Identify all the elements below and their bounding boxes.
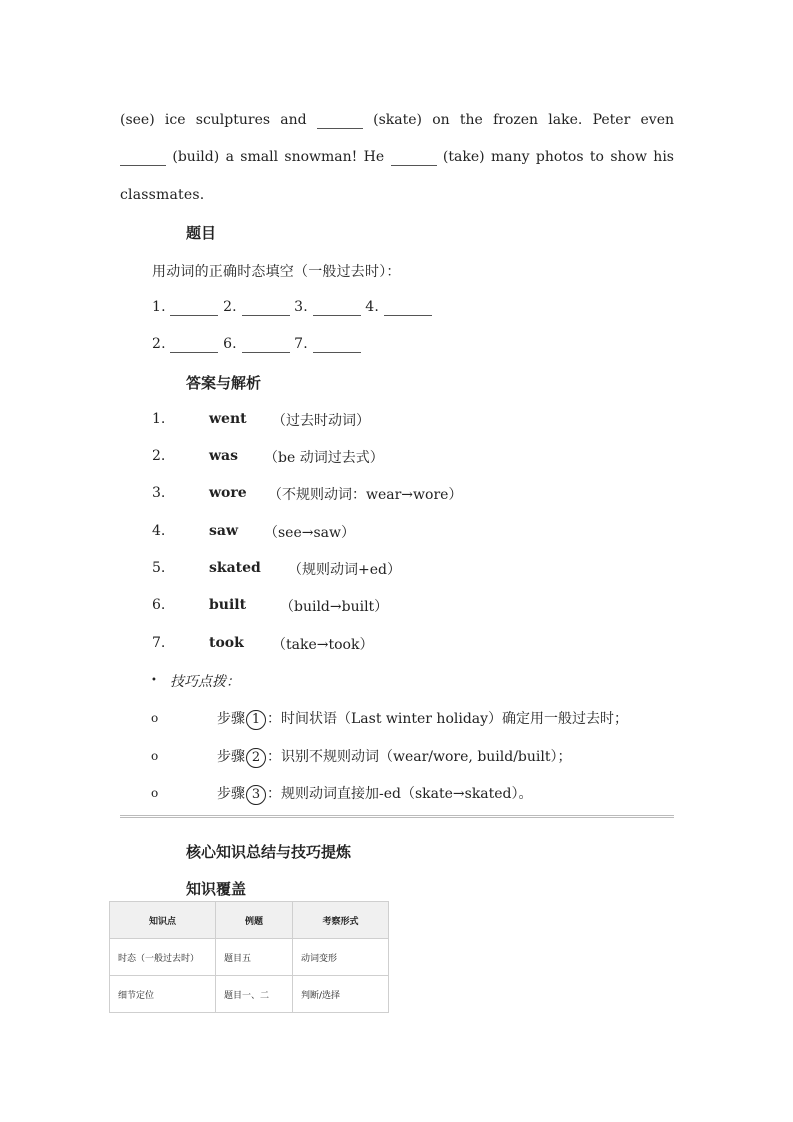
answer-number: 7. — [152, 635, 166, 651]
answer-note: （规则动词+ed） — [288, 562, 401, 578]
circle-marker-icon: o — [151, 749, 159, 763]
table-header-cell: 考察形式 — [293, 902, 389, 939]
answers-heading: 答案与解析 — [186, 374, 262, 392]
passage-line-3: classmates. — [120, 187, 205, 203]
passage-line-1 — [120, 112, 674, 129]
passage-text: (see) ice sculptures and — [120, 112, 307, 128]
table-row — [110, 939, 389, 976]
step-number-badge: 2 — [246, 748, 266, 768]
step-text: ：规则动词直接加-ed（skate→skated）。 — [267, 786, 533, 802]
knowledge-table — [109, 901, 389, 1013]
question-heading: 题目 — [186, 224, 217, 242]
table-cell: 题目五 — [216, 939, 293, 976]
answer-blank — [242, 299, 290, 316]
answer-word: went — [209, 411, 247, 427]
table-header-row — [110, 902, 389, 939]
answer-number: 2. — [152, 448, 166, 464]
step-prefix: 步骤 — [217, 749, 245, 765]
answer-blank — [384, 299, 432, 316]
answer-blank — [313, 336, 361, 353]
answer-blank — [317, 112, 363, 129]
step-number-badge: 3 — [246, 785, 266, 805]
blank-number: 7. — [294, 336, 308, 352]
answer-number: 4. — [152, 523, 166, 539]
table-cell: 动词变形 — [293, 939, 389, 976]
tip-step-1 — [217, 708, 628, 730]
answer-number: 5. — [152, 560, 166, 576]
answer-word: skated — [209, 560, 261, 576]
bullet-icon: • — [151, 675, 157, 686]
table-cell: 题目一、二 — [216, 976, 293, 1013]
step-prefix: 步骤 — [217, 711, 245, 727]
answer-blank — [170, 299, 218, 316]
tip-step-2 — [217, 746, 572, 768]
answer-note: （see→saw） — [264, 525, 355, 541]
table-header-cell: 例题 — [216, 902, 293, 939]
blank-number: 2. — [152, 336, 166, 352]
question-instruction: 用动词的正确时态填空（一般过去时）： — [152, 264, 401, 280]
answer-word: wore — [209, 485, 247, 501]
step-prefix: 步骤 — [217, 786, 245, 802]
table-cell: 细节定位 — [110, 976, 216, 1013]
passage-text: (skate) on the frozen lake. Peter even — [373, 112, 675, 128]
answer-word: was — [209, 448, 239, 464]
passage-text: (take) many photos to show his — [442, 149, 674, 165]
answer-word: took — [209, 635, 244, 651]
answer-note: （be 动词过去式） — [264, 450, 384, 466]
answer-blank — [120, 149, 166, 166]
answer-note: （过去时动词） — [272, 413, 370, 429]
table-row — [110, 976, 389, 1013]
table-cell: 判断/选择 — [293, 976, 389, 1013]
passage-text: (build) a small snowman! He — [172, 149, 385, 165]
step-number-badge: 1 — [246, 710, 266, 730]
answer-note: （take→took） — [272, 637, 374, 653]
answer-number: 1. — [152, 411, 166, 427]
blank-number: 2. — [223, 299, 237, 315]
answer-note: （不规则动词：wear→wore） — [268, 487, 463, 503]
answer-blank — [170, 336, 218, 353]
blank-number: 1. — [152, 299, 166, 315]
blank-number: 6. — [223, 336, 237, 352]
summary-heading: 核心知识总结与技巧提炼 — [186, 843, 352, 861]
answer-note: （build→built） — [280, 599, 389, 615]
step-text: ：识别不规则动词（wear/wore, build/built）； — [267, 749, 572, 765]
section-divider — [120, 815, 674, 818]
answer-number: 3. — [152, 485, 166, 501]
summary-subheading: 知识覆盖 — [186, 880, 247, 898]
answer-blank — [242, 336, 290, 353]
table-header-cell: 知识点 — [110, 902, 216, 939]
blank-number: 4. — [365, 299, 379, 315]
circle-marker-icon: o — [151, 711, 159, 725]
answer-number: 6. — [152, 597, 166, 613]
blank-number: 3. — [294, 299, 308, 315]
table-cell: 时态（一般过去时） — [110, 939, 216, 976]
blank-row-1 — [152, 299, 432, 316]
answer-word: built — [209, 597, 247, 613]
tip-step-3 — [217, 783, 533, 805]
passage-line-2 — [120, 149, 674, 166]
answer-word: saw — [209, 523, 239, 539]
answer-blank — [313, 299, 361, 316]
answer-blank — [391, 149, 437, 166]
blank-row-2 — [152, 336, 361, 353]
tips-label: 技巧点拨： — [170, 674, 240, 690]
circle-marker-icon: o — [151, 786, 159, 800]
step-text: ：时间状语（Last winter holiday）确定用一般过去时； — [267, 711, 629, 727]
